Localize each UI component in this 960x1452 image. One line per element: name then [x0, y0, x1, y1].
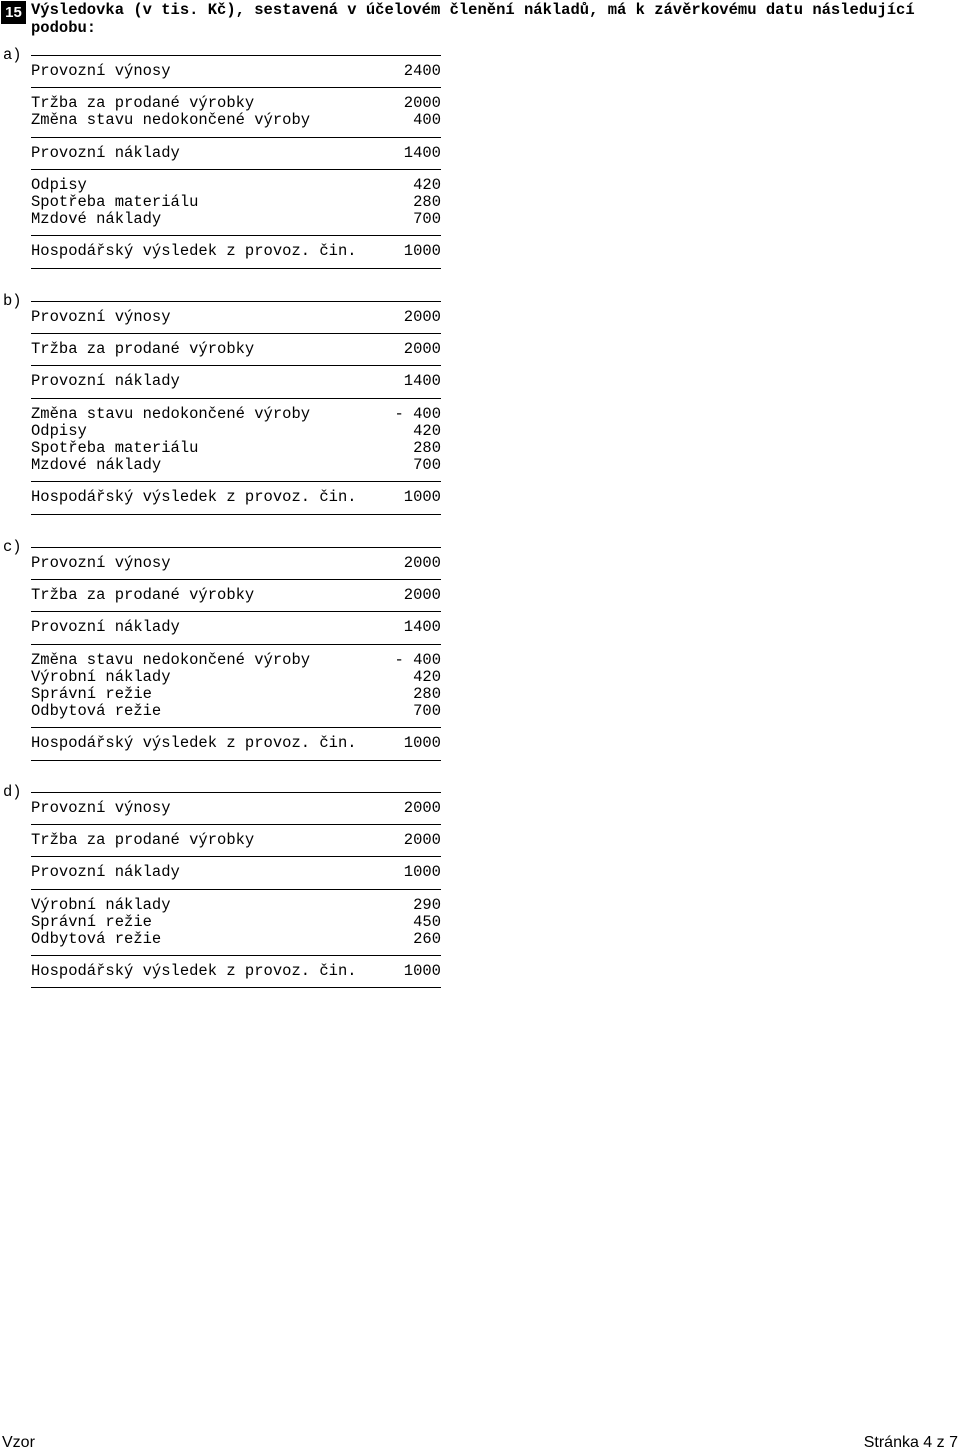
option-letter: c)	[3, 538, 22, 556]
statement-row	[31, 145, 441, 162]
statement-row	[31, 587, 441, 604]
row-label: Hospodářský výsledek z provoz. čin.	[31, 962, 357, 981]
question-text: Výsledovka (v tis. Kč), sestavená v účelovém členění nákladů, má k závěrkovému datu následující podobu:	[31, 1, 924, 37]
row-label: Výrobní náklady	[31, 895, 171, 914]
row-value: 1000	[403, 962, 441, 981]
row-value: 260	[413, 929, 441, 948]
row-label: Provozní náklady	[31, 372, 180, 391]
statement-row	[31, 652, 441, 669]
row-value: 2000	[403, 308, 441, 326]
row-label: Odpisy	[31, 421, 87, 440]
row-label: Výrobní náklady	[31, 667, 171, 686]
footer-label: Vzor	[2, 1434, 35, 1451]
statement-row	[31, 243, 441, 260]
row-value: 1000	[403, 734, 441, 753]
statement-row	[31, 703, 441, 720]
statement-row	[31, 897, 441, 914]
statement-row	[31, 931, 441, 948]
statement-row	[31, 194, 441, 211]
statement-row	[31, 95, 441, 112]
statement-row	[31, 341, 441, 358]
row-label: Tržba za prodané výrobky	[31, 340, 255, 359]
row-value: 2000	[403, 94, 441, 113]
row-label: Tržba za prodané výrobky	[31, 586, 255, 605]
row-value: 280	[413, 192, 441, 211]
statement-row	[31, 864, 441, 881]
row-value: 2000	[403, 586, 441, 605]
row-label: Provozní výnosy	[31, 799, 171, 817]
row-label: Hospodářský výsledek z provoz. čin.	[31, 734, 357, 753]
row-label: Odpisy	[31, 175, 87, 194]
row-label: Hospodářský výsledek z provoz. čin.	[31, 242, 357, 261]
question-number: 15	[1, 1, 26, 24]
statement-row	[31, 112, 441, 129]
row-value: 700	[413, 456, 441, 475]
row-label: Správní režie	[31, 912, 152, 931]
row-label: Provozní výnosy	[31, 554, 171, 572]
statement-table	[31, 301, 441, 515]
page-number: Stránka 4 z 7	[863, 1434, 958, 1451]
option-letter: a)	[3, 46, 22, 64]
row-value: - 400	[394, 404, 441, 423]
row-label: Provozní náklady	[31, 618, 180, 637]
statement-row	[31, 963, 441, 980]
row-label: Změna stavu nedokončené výroby	[31, 650, 311, 669]
row-value: 420	[413, 421, 441, 440]
statement-table	[31, 792, 441, 988]
statement-row	[31, 406, 441, 423]
row-label: Tržba za prodané výrobky	[31, 94, 255, 113]
row-value: 2000	[403, 340, 441, 359]
row-value: 1400	[403, 618, 441, 637]
statement-row	[31, 686, 441, 703]
row-value: 700	[413, 210, 441, 229]
row-value: 280	[413, 684, 441, 703]
row-value: 290	[413, 895, 441, 914]
row-value: 2000	[403, 554, 441, 572]
statement-row	[31, 63, 441, 80]
statement-row	[31, 832, 441, 849]
row-label: Hospodářský výsledek z provoz. čin.	[31, 488, 357, 507]
statement-row	[31, 800, 441, 817]
row-value: 400	[413, 111, 441, 130]
row-value: 2000	[403, 799, 441, 817]
statement-row	[31, 914, 441, 931]
row-value: 1000	[403, 488, 441, 507]
row-value: 420	[413, 667, 441, 686]
statement-row	[31, 619, 441, 636]
row-label: Odbytová režie	[31, 929, 162, 948]
row-value: 700	[413, 702, 441, 721]
statement-row	[31, 735, 441, 752]
row-value: - 400	[394, 650, 441, 669]
row-label: Změna stavu nedokončené výroby	[31, 111, 311, 130]
row-label: Mzdové náklady	[31, 456, 162, 475]
statement-table	[31, 547, 441, 761]
statement-row	[31, 669, 441, 686]
row-value: 1400	[403, 143, 441, 162]
row-label: Správní režie	[31, 684, 152, 703]
row-value: 450	[413, 912, 441, 931]
row-label: Provozní výnosy	[31, 62, 171, 80]
row-value: 280	[413, 438, 441, 457]
option-letter: b)	[3, 292, 22, 310]
row-label: Změna stavu nedokončené výroby	[31, 404, 311, 423]
statement-row	[31, 555, 441, 572]
divider-line	[31, 760, 441, 761]
divider-line	[31, 514, 441, 515]
row-label: Spotřeba materiálu	[31, 192, 199, 211]
row-label: Spotřeba materiálu	[31, 438, 199, 457]
row-value: 2000	[403, 831, 441, 850]
statement-row	[31, 489, 441, 506]
statement-row	[31, 177, 441, 194]
row-label: Provozní náklady	[31, 143, 180, 162]
row-label: Provozní výnosy	[31, 308, 171, 326]
divider-line	[31, 268, 441, 269]
row-label: Tržba za prodané výrobky	[31, 831, 255, 850]
statement-row	[31, 373, 441, 390]
row-value: 2400	[403, 62, 441, 80]
divider-line	[31, 987, 441, 988]
row-value: 420	[413, 175, 441, 194]
row-value: 1000	[403, 863, 441, 882]
statement-table	[31, 55, 441, 269]
statement-row	[31, 211, 441, 228]
statement-row	[31, 457, 441, 474]
row-value: 1400	[403, 372, 441, 391]
row-value: 1000	[403, 242, 441, 261]
option-letter: d)	[3, 783, 22, 801]
row-label: Mzdové náklady	[31, 210, 162, 229]
statement-row	[31, 440, 441, 457]
statement-row	[31, 423, 441, 440]
row-label: Odbytová režie	[31, 702, 162, 721]
row-label: Provozní náklady	[31, 863, 180, 882]
statement-row	[31, 309, 441, 326]
